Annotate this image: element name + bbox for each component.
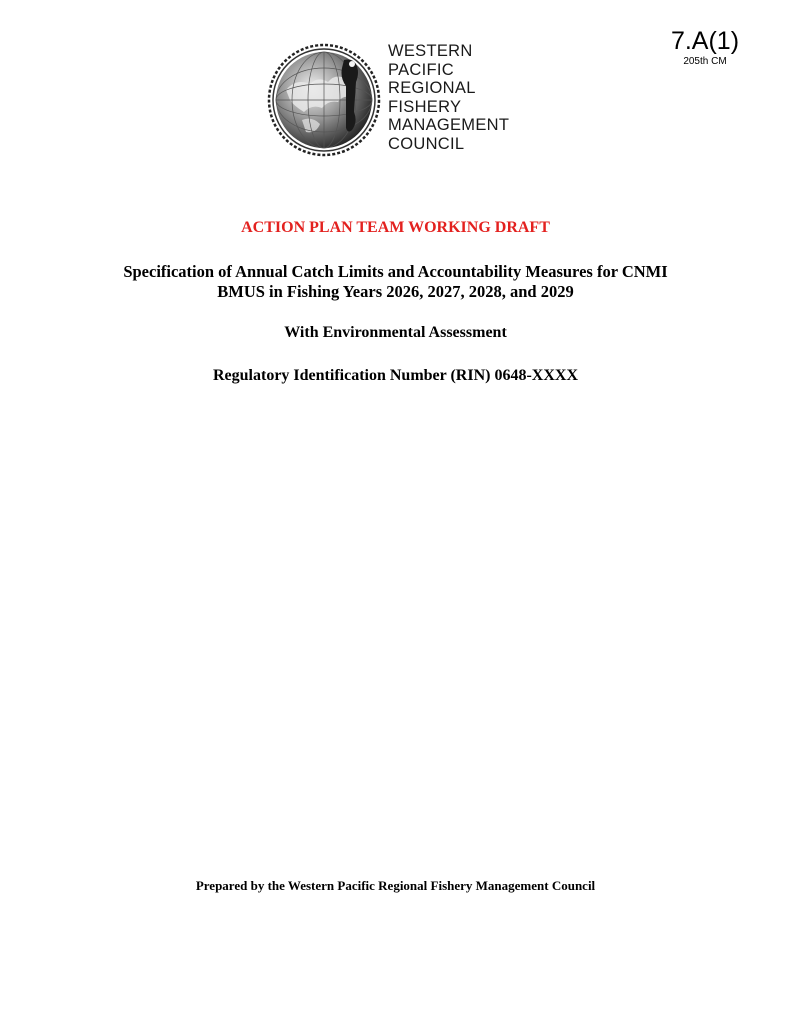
logo-line: PACIFIC bbox=[388, 60, 454, 79]
logo-line: WESTERN bbox=[388, 42, 473, 60]
logo-line: REGIONAL bbox=[388, 79, 476, 98]
document-title bbox=[0, 262, 791, 302]
rin-line: Regulatory Identification Number (RIN) 0648-XXXX bbox=[212, 367, 578, 384]
environmental-assessment-subtitle: With Environmental Assessment bbox=[284, 324, 507, 341]
agenda-number: 7.A(1) bbox=[670, 27, 740, 55]
draft-title: ACTION PLAN TEAM WORKING DRAFT bbox=[241, 219, 550, 236]
document-title-line: Specification of Annual Catch Limits and Accountability Measures for CNMI bbox=[123, 262, 668, 281]
council-logo bbox=[266, 42, 526, 157]
prepared-by: Prepared by the Western Pacific Regional Fishery Management Council bbox=[195, 878, 596, 893]
logo-line: COUNCIL bbox=[388, 134, 465, 153]
globe-logo-icon bbox=[266, 42, 382, 158]
document-title-line: BMUS in Fishing Years 2026, 2027, 2028, and 2029 bbox=[217, 282, 574, 301]
logo-line: FISHERY bbox=[388, 97, 462, 116]
agenda-block bbox=[640, 26, 770, 68]
meeting-label: 205th CM bbox=[683, 56, 727, 67]
logo-line: MANAGEMENT bbox=[388, 116, 510, 135]
council-name bbox=[388, 42, 509, 154]
